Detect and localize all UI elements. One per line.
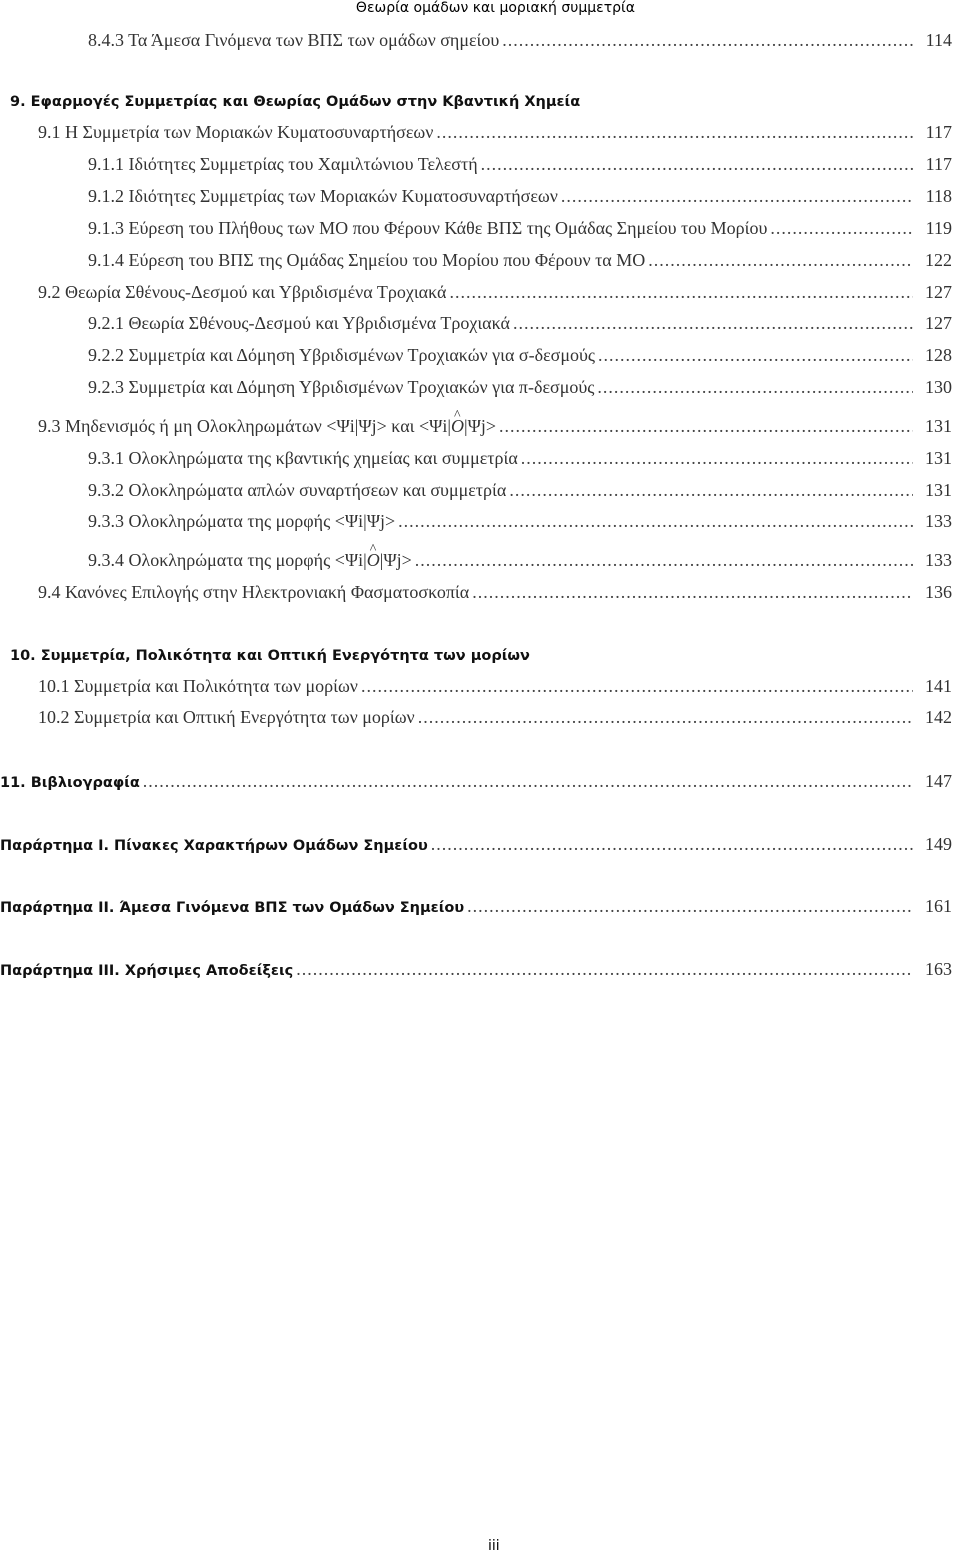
dot-leader: [513, 313, 913, 334]
toc-chapter-9[interactable]: 9. Εφαρμογές Συμμετρίας και Θεωρίας Ομάδων στην Κβαντική Χημεία: [10, 94, 581, 110]
toc-entry-title: 10.2 Συμμετρία και Οπτική Ενεργότητα των μορίων: [38, 707, 415, 727]
toc-entry-page: 114: [925, 30, 952, 50]
dot-leader: [467, 896, 913, 917]
toc-entry-title: 9.2.3 Συμμετρία και Δόμηση Υβριδισμένων Τροχιακών για π-δεσμούς: [88, 377, 595, 397]
toc-chapter-11[interactable]: [0, 771, 952, 792]
toc-entry-title: 9.1 Η Συμμετρία των Μοριακών Κυματοσυναρτήσεων: [38, 122, 434, 142]
toc-entry-title: Παράρτημα Ι. Πίνακες Χαρακτήρων Ομάδων Σημείου: [0, 838, 428, 854]
toc-entry-9-4[interactable]: [38, 582, 952, 603]
toc-entry-9-2[interactable]: [38, 282, 952, 303]
toc-entry-title: 10.1 Συμμετρία και Πολικότητα των μορίων: [38, 676, 358, 696]
toc-entry-title: 11. Βιβλιογραφία: [0, 775, 140, 791]
toc-entry-page: 141: [925, 676, 952, 696]
dot-leader: [296, 959, 913, 980]
operator-symbol: O ^: [451, 416, 464, 437]
toc-entry-page: 131: [925, 480, 952, 500]
toc-entry-page: 127: [925, 282, 952, 302]
toc-entry-title: 9.1.4 Εύρεση του ΒΠΣ της Ομάδας Σημείου του Μορίου που Φέρουν τα ΜΟ: [88, 250, 646, 270]
toc-entry-9-1-4[interactable]: [88, 250, 952, 271]
toc-entry-title: Παράρτημα ΙΙ. Άμεσα Γινόμενα ΒΠΣ των Ομάδων Σημείου: [0, 900, 465, 916]
dot-leader: [598, 345, 913, 366]
toc-entry-page: 136: [925, 582, 952, 602]
toc-entry-9-3-2[interactable]: [88, 480, 952, 501]
toc-chapter-10[interactable]: 10. Συμμετρία, Πολικότητα και Οπτική Ενεργότητα των μορίων: [10, 648, 530, 664]
toc-entry-9-3[interactable]: [38, 416, 952, 437]
toc-entry-title-suffix: |Ψj>: [464, 416, 497, 436]
dot-leader: [502, 30, 913, 51]
toc-entry-title: 9.4 Κανόνες Επιλογής στην Ηλεκτρονιακή Φασματοσκοπία: [38, 582, 470, 602]
toc-entry-title-suffix: |Ψj>: [379, 550, 412, 570]
dot-leader: [597, 377, 913, 398]
toc-entry-title: 9.3.4 Ολοκληρώματα της μορφής <Ψi|: [88, 550, 367, 570]
toc-entry-page: 142: [925, 707, 952, 727]
dot-leader: [481, 154, 913, 175]
toc-entry-page: 127: [925, 313, 952, 333]
toc-appendix-1[interactable]: [0, 834, 952, 855]
toc-entry-page: 149: [925, 834, 952, 854]
toc-entry-title: 9.1.3 Εύρεση του Πλήθους των ΜΟ που Φέρουν Κάθε ΒΠΣ της Ομάδας Σημείου του Μορίου: [88, 218, 768, 238]
toc-entry-page: 131: [925, 416, 952, 436]
operator-symbol: O ^: [367, 550, 380, 571]
toc-entry-8-4-3[interactable]: [88, 30, 952, 51]
toc-entry-page: 118: [925, 186, 952, 206]
toc-entry-page: 133: [925, 511, 952, 531]
dot-leader: [509, 480, 913, 501]
dot-leader: [648, 250, 913, 271]
dot-leader: [521, 448, 913, 469]
toc-entry-9-2-2[interactable]: [88, 345, 952, 366]
toc-entry-page: 161: [925, 896, 952, 916]
dot-leader: [418, 707, 913, 728]
toc-entry-9-1[interactable]: [38, 122, 952, 143]
dot-leader: [431, 834, 913, 855]
toc-entry-page: 147: [925, 771, 952, 791]
toc-entry-9-3-1[interactable]: [88, 448, 952, 469]
toc-entry-title: 9.2.1 Θεωρία Σθένους-Δεσμού και Υβριδισμένα Τροχιακά: [88, 313, 510, 333]
toc-entry-title: 8.4.3 Τα Άμεσα Γινόμενα των ΒΠΣ των ομάδων σημείου: [88, 30, 500, 50]
toc-entry-title: 9.3.1 Ολοκληρώματα της κβαντικής χημείας και συμμετρία: [88, 448, 518, 468]
toc-entry-9-3-4[interactable]: [88, 550, 952, 571]
toc-appendix-3[interactable]: [0, 959, 952, 980]
dot-leader: [449, 282, 913, 303]
page-number: iii: [488, 1538, 500, 1554]
toc-entry-page: 117: [925, 122, 952, 142]
toc-entry-page: 122: [925, 250, 952, 270]
dot-leader: [143, 771, 913, 792]
toc-entry-title: Παράρτημα ΙΙΙ. Χρήσιμες Αποδείξεις: [0, 963, 294, 979]
dot-leader: [398, 511, 913, 532]
toc-entry-page: 130: [925, 377, 952, 397]
toc-entry-page: 133: [925, 550, 952, 570]
toc-entry-9-1-1[interactable]: [88, 154, 952, 175]
toc-entry-title: 9.3.2 Ολοκληρώματα απλών συναρτήσεων και συμμετρία: [88, 480, 507, 500]
toc-entry-page: 119: [925, 218, 952, 238]
toc-entry-title: 9.2 Θεωρία Σθένους-Δεσμού και Υβριδισμένα Τροχιακά: [38, 282, 447, 302]
toc-entry-10-1[interactable]: [38, 676, 952, 697]
toc-entry-page: 117: [925, 154, 952, 174]
dot-leader: [361, 676, 913, 697]
toc-entry-9-1-3[interactable]: [88, 218, 952, 239]
running-header: Θεωρία ομάδων και μοριακή συμμετρία: [355, 0, 635, 16]
toc-entry-10-2[interactable]: [38, 707, 952, 728]
dot-leader: [499, 416, 913, 437]
toc-entry-title: 9.2.2 Συμμετρία και Δόμηση Υβριδισμένων Τροχιακών για σ-δεσμούς: [88, 345, 596, 365]
toc-entry-page: 131: [925, 448, 952, 468]
dot-leader: [436, 122, 913, 143]
toc-entry-9-2-1[interactable]: [88, 313, 952, 334]
toc-entry-9-2-3[interactable]: [88, 377, 952, 398]
dot-leader: [561, 186, 913, 207]
toc-entry-page: 163: [925, 959, 952, 979]
toc-entry-title: 9.3.3 Ολοκληρώματα της μορφής <Ψi|Ψj>: [88, 511, 396, 531]
toc-entry-9-3-3[interactable]: [88, 511, 952, 532]
dot-leader: [415, 550, 913, 571]
toc-appendix-2[interactable]: [0, 896, 952, 917]
toc-entry-title: 9.1.2 Ιδιότητες Συμμετρίας των Μοριακών Κυματοσυναρτήσεων: [88, 186, 558, 206]
toc-entry-page: 128: [925, 345, 952, 365]
toc-entry-9-1-2[interactable]: [88, 186, 952, 207]
dot-leader: [770, 218, 913, 239]
dot-leader: [472, 582, 913, 603]
toc-entry-title: 9.3 Μηδενισμός ή μη Ολοκληρωμάτων <Ψi|Ψj> και <Ψi|: [38, 416, 451, 436]
toc-entry-title: 9.1.1 Ιδιότητες Συμμετρίας του Χαμιλτώνιου Τελεστή: [88, 154, 478, 174]
